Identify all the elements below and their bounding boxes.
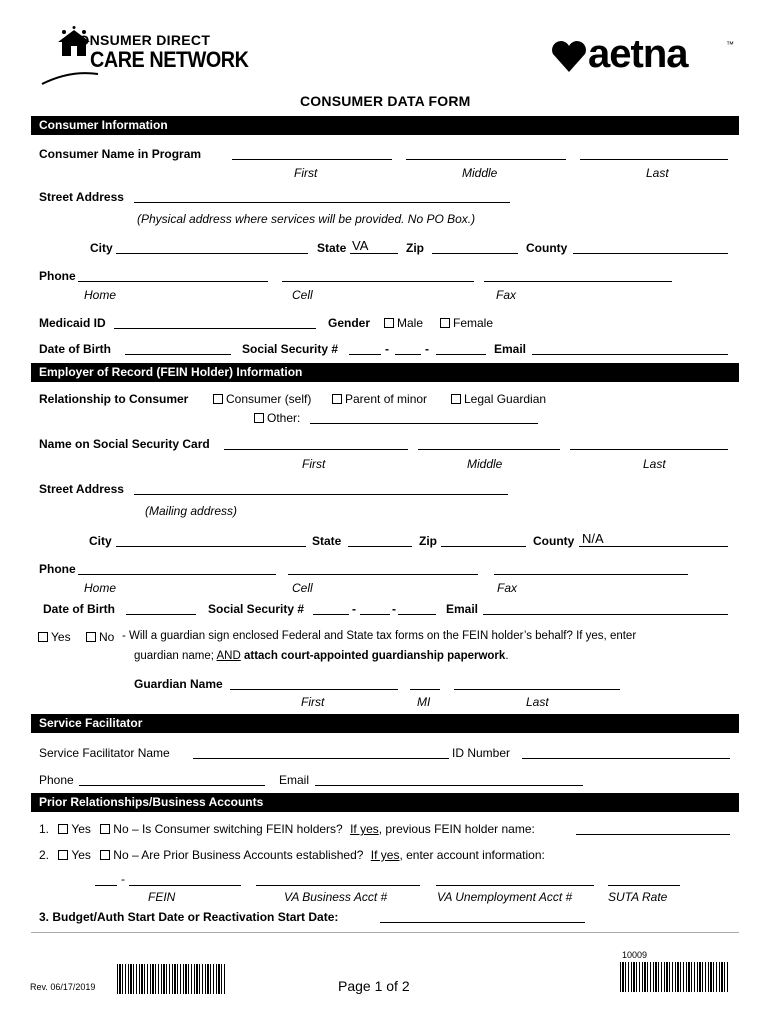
facilitator-section-header: Service Facilitator: [31, 714, 739, 733]
employer-section-header: Employer of Record (FEIN Holder) Information: [31, 363, 739, 382]
budget-start-date-field[interactable]: [380, 922, 585, 923]
revision-date: Rev. 06/17/2019: [30, 982, 96, 992]
employer-ssn-label: Social Security #: [208, 602, 305, 616]
budget-start-date-label: 3. Budget/Auth Start Date or Reactivation Start Date:: [39, 910, 339, 924]
employer-county-value: N/A: [582, 531, 604, 546]
gender-label: Gender: [328, 316, 371, 330]
consumer-first-name-field[interactable]: [232, 159, 392, 160]
consumer-zip-field[interactable]: [432, 253, 518, 254]
email-label: Email: [494, 342, 527, 356]
last-caption: Last: [646, 166, 669, 180]
ssn-label: Social Security #: [242, 342, 339, 356]
consumer-dob-field[interactable]: [125, 354, 231, 355]
facilitator-phone-label: Phone: [39, 773, 74, 787]
employer-street-label: Street Address: [39, 482, 124, 496]
medicaid-id-field[interactable]: [114, 328, 316, 329]
aetna-wordmark: aetna: [588, 32, 688, 76]
q2-rest-text: , enter account information:: [399, 848, 545, 862]
cdcn-logo-line1: CONSUMER DIRECT: [68, 32, 211, 48]
gender-female-option[interactable]: [440, 316, 493, 330]
guardian-q2-text: guardian name;: [134, 650, 214, 662]
consumer-ssn-part3[interactable]: [436, 354, 486, 355]
ss-name-label: Name on Social Security Card: [39, 437, 210, 451]
guardian-question-line1: - Will a guardian sign enclosed Federal and State tax forms on the FEIN holder’s behalf? If yes, enter: [122, 630, 637, 642]
relationship-guardian-option[interactable]: [451, 392, 546, 406]
employer-ssn-part3[interactable]: [398, 614, 436, 615]
facilitator-phone-field[interactable]: [79, 785, 265, 786]
guardian-q3-text: attach court-appointed guardianship paperwork: [243, 650, 506, 662]
guardian-yes-label: Yes: [51, 630, 71, 644]
guardian-name-label: Guardian Name: [134, 677, 223, 691]
employer-phone-label: Phone: [39, 562, 76, 576]
consumer-city-field[interactable]: [116, 253, 308, 254]
city-label: City: [90, 241, 113, 255]
consumer-middle-name-field[interactable]: [406, 159, 566, 160]
last-caption: Last: [643, 457, 666, 471]
county-label: County: [526, 241, 568, 255]
guardian-label: Legal Guardian: [464, 392, 547, 406]
bottom-divider: [31, 932, 739, 933]
facilitator-id-field[interactable]: [522, 758, 730, 759]
home-caption: Home: [84, 581, 117, 595]
employer-county-label: County: [533, 534, 575, 548]
home-caption: Home: [84, 288, 117, 302]
other-checkbox[interactable]: [254, 413, 264, 423]
first-caption: First: [301, 695, 325, 709]
q1-yes-option[interactable]: [58, 822, 91, 836]
page-number: Page 1 of 2: [338, 978, 410, 994]
barcode-right: [620, 962, 730, 992]
q1-yes-checkbox[interactable]: [58, 824, 68, 834]
consumer-section-header: Consumer Information: [31, 116, 739, 135]
fein-part2-field[interactable]: [129, 885, 241, 886]
heart-icon: [550, 40, 588, 74]
form-code: 10009: [622, 950, 648, 960]
guardian-no-checkbox[interactable]: [86, 632, 96, 642]
middle-caption: Middle: [467, 457, 503, 471]
street-note: (Physical address where services will be provided. No PO Box.): [137, 212, 476, 226]
consumer-home-phone-field[interactable]: [78, 281, 268, 282]
previous-fein-holder-field[interactable]: [576, 834, 730, 835]
mi-caption: MI: [417, 695, 431, 709]
q1-ifyes-text: If yes: [350, 822, 379, 836]
first-caption: First: [294, 166, 318, 180]
guardian-question-line2: [134, 650, 509, 662]
employer-zip-label: Zip: [419, 534, 437, 548]
employer-fax-field[interactable]: [494, 574, 688, 575]
q1-yes-label: Yes: [71, 822, 91, 836]
q2-yes-checkbox[interactable]: [58, 850, 68, 860]
consumer-county-field[interactable]: [573, 253, 728, 254]
employer-first-name-field[interactable]: [224, 449, 408, 450]
phone-label: Phone: [39, 269, 76, 283]
q2-ifyes-text: If yes: [370, 848, 400, 862]
last-caption: Last: [526, 695, 549, 709]
relationship-parent-option[interactable]: [332, 392, 427, 406]
zip-label: Zip: [406, 241, 424, 255]
employer-city-field[interactable]: [116, 546, 306, 547]
q1-no-option[interactable]: [100, 822, 342, 836]
barcode-left: [117, 964, 227, 994]
guardian-last-name-field[interactable]: [454, 689, 620, 690]
female-label: Female: [453, 316, 494, 330]
q1-number: 1.: [39, 822, 50, 836]
fax-caption: Fax: [497, 581, 518, 595]
employer-zip-field[interactable]: [441, 546, 526, 547]
state-label: State: [317, 241, 347, 255]
employer-email-label: Email: [446, 602, 479, 616]
employer-street-field[interactable]: [134, 494, 508, 495]
cell-caption: Cell: [292, 581, 313, 595]
employer-city-label: City: [89, 534, 112, 548]
consumer-cell-phone-field[interactable]: [282, 281, 474, 282]
guardian-yes-option[interactable]: [38, 630, 71, 644]
fax-caption: Fax: [496, 288, 517, 302]
facilitator-email-field[interactable]: [315, 785, 583, 786]
consumer-fax-field[interactable]: [484, 281, 672, 282]
facilitator-id-label: ID Number: [452, 746, 511, 760]
male-checkbox[interactable]: [384, 318, 394, 328]
gender-male-option[interactable]: [384, 316, 423, 330]
guardian-first-name-field[interactable]: [230, 689, 398, 690]
relationship-self-option[interactable]: [213, 392, 311, 406]
self-label: Consumer (self): [226, 392, 312, 406]
facilitator-email-label: Email: [279, 773, 310, 787]
employer-state-label: State: [312, 534, 342, 548]
middle-caption: Middle: [462, 166, 498, 180]
q1-rest-text: , previous FEIN holder name:: [378, 822, 535, 836]
suta-rate-field[interactable]: [608, 885, 680, 886]
fein-part1-field[interactable]: [95, 885, 117, 886]
relationship-other-option[interactable]: [254, 411, 300, 425]
guardian-no-label: No: [99, 630, 115, 644]
self-checkbox[interactable]: [213, 394, 223, 404]
va-unemployment-caption: VA Unemployment Acct #: [437, 890, 573, 904]
employer-ssn-part1[interactable]: [313, 614, 349, 615]
guardian-no-option[interactable]: [86, 630, 114, 644]
employer-last-name-field[interactable]: [570, 449, 728, 450]
consumer-ssn-part1[interactable]: [349, 354, 381, 355]
male-label: Male: [397, 316, 424, 330]
consumer-last-name-field[interactable]: [580, 159, 728, 160]
medicaid-id-label: Medicaid ID: [39, 316, 106, 330]
consumer-name-label: Consumer Name in Program: [39, 147, 202, 161]
consumer-street-field[interactable]: [134, 202, 510, 203]
first-caption: First: [302, 457, 326, 471]
q1-no-checkbox[interactable]: [100, 824, 110, 834]
guardian-q4-text: .: [505, 650, 509, 662]
relationship-label: Relationship to Consumer: [39, 392, 189, 406]
cdcn-logo: [40, 26, 249, 86]
consumer-state-field[interactable]: [350, 253, 398, 254]
parent-label: Parent of minor: [345, 392, 428, 406]
prior-section-header: Prior Relationships/Business Accounts: [31, 793, 739, 812]
swoosh-icon: [40, 66, 100, 86]
employer-middle-name-field[interactable]: [418, 449, 560, 450]
fein-dash: -: [121, 872, 125, 886]
employer-ssn-part2[interactable]: [360, 614, 390, 615]
consumer-ssn-part2[interactable]: [395, 354, 421, 355]
guardian-yes-checkbox[interactable]: [38, 632, 48, 642]
q2-yes-option[interactable]: [58, 848, 91, 862]
q2-no-label: No – Are Prior Business Accounts established?: [113, 848, 364, 862]
parent-checkbox[interactable]: [332, 394, 342, 404]
employer-state-field[interactable]: [348, 546, 412, 547]
employer-dob-field[interactable]: [126, 614, 196, 615]
facilitator-name-label: Service Facilitator Name: [39, 746, 170, 760]
facilitator-name-field[interactable]: [193, 758, 449, 759]
cell-caption: Cell: [292, 288, 313, 302]
employer-home-phone-field[interactable]: [78, 574, 276, 575]
mailing-note: (Mailing address): [145, 504, 238, 518]
va-business-caption: VA Business Acct #: [284, 890, 388, 904]
prior-q1: [39, 822, 535, 836]
dob-label: Date of Birth: [39, 342, 111, 356]
aetna-trademark: ™: [726, 40, 734, 49]
cdcn-logo-line2: CARE NETWORK: [90, 47, 249, 72]
employer-dob-label: Date of Birth: [43, 602, 115, 616]
guardian-and-text: AND: [216, 650, 241, 662]
guardian-mi-field[interactable]: [410, 689, 440, 690]
va-unemployment-acct-field[interactable]: [436, 885, 594, 886]
consumer-email-field[interactable]: [532, 354, 728, 355]
q2-number: 2.: [39, 848, 50, 862]
prior-q2: [39, 848, 545, 862]
street-address-label: Street Address: [39, 190, 124, 204]
form-title: CONSUMER DATA FORM: [300, 93, 471, 109]
suta-caption: SUTA Rate: [608, 890, 668, 904]
aetna-logo: [550, 34, 740, 80]
employer-county-field[interactable]: [579, 546, 728, 547]
employer-cell-phone-field[interactable]: [288, 574, 478, 575]
q2-yes-label: Yes: [71, 848, 91, 862]
female-checkbox[interactable]: [440, 318, 450, 328]
consumer-state-value: VA: [352, 238, 369, 253]
q1-no-label: No – Is Consumer switching FEIN holders?: [113, 822, 343, 836]
fein-caption: FEIN: [148, 890, 176, 904]
guardian-checkbox[interactable]: [451, 394, 461, 404]
other-label: Other:: [267, 411, 301, 425]
q2-no-option[interactable]: [100, 848, 363, 862]
va-business-acct-field[interactable]: [256, 885, 420, 886]
employer-email-field[interactable]: [483, 614, 728, 615]
relationship-other-field[interactable]: [310, 423, 538, 424]
q2-no-checkbox[interactable]: [100, 850, 110, 860]
